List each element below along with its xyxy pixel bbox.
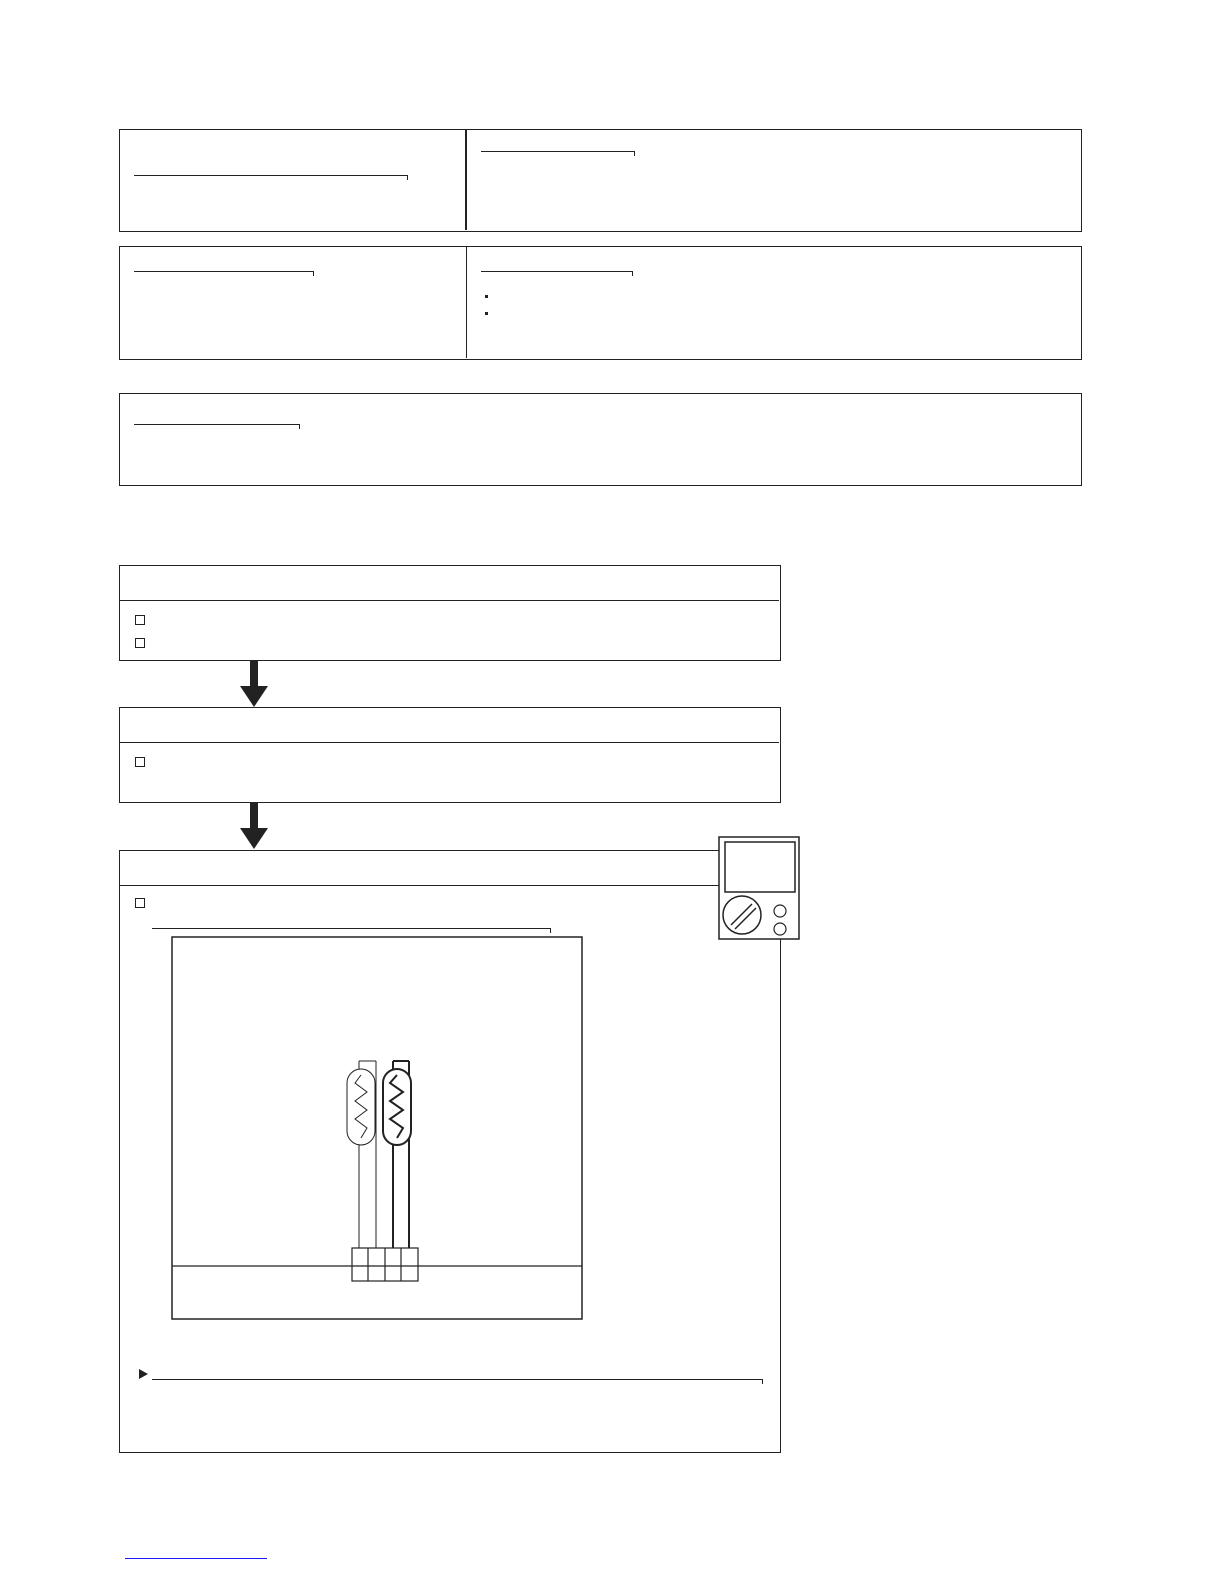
flow-step-1: [119, 565, 781, 661]
multimeter-icon: [718, 836, 801, 941]
checkbox-square-icon: [135, 638, 145, 648]
flow-step-2-header-divider: [120, 742, 779, 743]
connector-icon: [352, 1248, 418, 1281]
checkbox-square-icon: [135, 757, 145, 767]
bullet-point-icon: [485, 312, 488, 315]
arrow-down-icon: [240, 660, 268, 708]
info-panel-middle: [119, 246, 1082, 360]
flow-step-2: [119, 707, 781, 803]
flow-step-3-subheading-rule: [152, 928, 550, 929]
info-panel-middle-divider: [466, 247, 467, 358]
flow-step-1-header-divider: [120, 600, 779, 601]
bullet-point-icon: [485, 295, 488, 298]
info-panel-top-right-heading-rule: [481, 151, 634, 152]
info-panel-bottom: [119, 393, 1082, 486]
thermistor-wiring-diagram: [171, 936, 584, 1322]
flow-step-3: [119, 850, 781, 1453]
info-panel-middle-right-heading-rule: [481, 271, 632, 272]
footer-link-underline[interactable]: [125, 1558, 267, 1559]
flow-step-3-header-divider: [120, 885, 779, 886]
triangle-right-icon: [139, 1369, 149, 1379]
checkbox-square-icon: [135, 898, 145, 908]
info-panel-top-divider: [465, 130, 467, 230]
info-panel-middle-left-heading-rule: [134, 271, 313, 272]
arrow-down-icon: [240, 802, 268, 850]
checkbox-square-icon: [135, 615, 145, 625]
flow-step-3-note-rule: [152, 1379, 762, 1380]
info-panel-top-left-heading-rule: [134, 175, 407, 176]
info-panel-top: [119, 129, 1082, 232]
info-panel-bottom-heading-rule: [134, 424, 299, 425]
